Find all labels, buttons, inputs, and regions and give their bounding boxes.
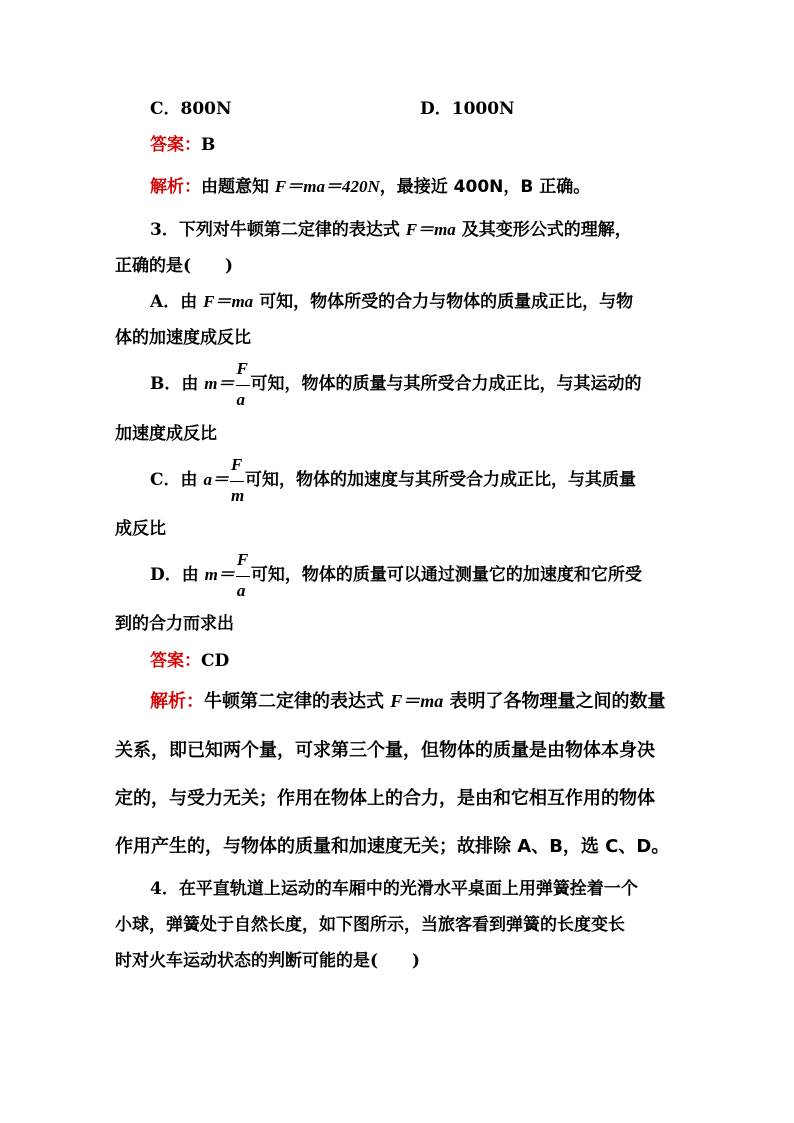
answer-value: CD [201, 651, 230, 671]
q3-option-b-text: 可知，物体的质量与其所受合力成正比，与其运动的 [250, 374, 642, 394]
q3-option-d-prefix: D．由 [150, 565, 205, 585]
q3-option-c-line2: 成反比 [115, 519, 166, 539]
q3-option-a-formula: F＝ma [203, 292, 254, 311]
q3-option-c-prefix: C．由 [150, 470, 204, 490]
q3-analysis-line3: 定的，与受力无关；作用在物体上的合力，是由和它相互作用的物体 [115, 788, 655, 809]
fraction-denominator: a [236, 580, 246, 600]
q3-answer [150, 649, 229, 673]
fraction [236, 358, 250, 409]
q3-stem-text: 及其变形公式的理解， [455, 220, 632, 240]
analysis-formula: F＝ma＝420N [274, 177, 380, 196]
q3-analysis-line1 [150, 689, 666, 714]
q3-option-d-line1 [150, 549, 642, 600]
fraction [236, 549, 250, 600]
q3-option-d-line2: 到的合力而求出 [115, 614, 234, 634]
q3-stem-line2: 正确的是( ) [115, 256, 234, 276]
q3-option-d-text: 可知，物体的质量可以通过测量它的加速度和它所受 [250, 565, 642, 585]
q3-option-c-line1 [150, 454, 636, 505]
answer-value: B [201, 135, 216, 155]
answer-label: 答案： [150, 135, 201, 155]
fraction-bar [230, 481, 244, 482]
q3-analysis-line2: 关系，即已知两个量，可求第三个量，但物体的质量是由物体本身决 [115, 740, 655, 761]
q3-option-b-var: m＝ [204, 374, 235, 393]
analysis-text: ，最接近 400N，B 正确。 [379, 177, 591, 197]
analysis-text: 牛顿第二定律的表达式 [204, 691, 391, 712]
q4-stem-line2: 小球，弹簧处于自然长度，如下图所示，当旅客看到弹簧的长度变长 [115, 915, 625, 935]
q3-option-c-var: a＝ [203, 470, 229, 489]
q3-stem-formula: F＝ma [405, 220, 456, 239]
analysis-formula: F＝ma [390, 691, 444, 711]
fraction-numerator: F [236, 358, 248, 378]
q3-option-d-var: m＝ [204, 565, 235, 584]
q3-option-b-line2: 加速度成反比 [115, 424, 217, 444]
fraction-denominator: a [236, 389, 246, 409]
q2-option-c: C．800N [150, 99, 232, 119]
q3-option-b-prefix: B．由 [150, 374, 205, 394]
fraction-denominator: m [230, 485, 245, 505]
analysis-label: 解析： [150, 177, 201, 197]
analysis-label: 解析： [150, 691, 204, 712]
q3-option-a-line1 [150, 290, 633, 314]
q3-option-c-text: 可知，物体的加速度与其所受合力成正比，与其质量 [244, 470, 636, 490]
fraction-numerator: F [236, 549, 249, 569]
q3-option-b-line1 [150, 358, 642, 409]
fraction [230, 454, 245, 505]
q4-stem-line3: 时对火车运动状态的判断可能的是( ) [115, 951, 421, 971]
q3-stem-text: 3．下列对牛顿第二定律的表达式 [150, 220, 406, 240]
analysis-text: 表明了各物理量之间的数量 [443, 691, 666, 712]
q2-option-d: D．1000N [420, 99, 515, 119]
answer-label: 答案： [150, 651, 201, 671]
fraction-bar [236, 576, 250, 577]
q2-answer [150, 133, 215, 157]
q3-option-a-text: 可知，物体所受的合力与物体的质量成正比，与物 [253, 292, 634, 312]
q4-stem-line1: 4．在平直轨道上运动的车厢中的光滑水平桌面上用弹簧拴着一个 [150, 879, 638, 899]
q3-stem-line1 [150, 218, 632, 242]
fraction-numerator: F [230, 454, 243, 474]
fraction-bar [236, 385, 250, 386]
q2-analysis [150, 175, 590, 199]
q3-option-a-text: A．由 [150, 292, 204, 312]
q3-option-a-line2: 体的加速度成反比 [115, 328, 251, 348]
analysis-text: 由题意知 [201, 177, 275, 197]
q3-analysis-line4: 作用产生的，与物体的质量和加速度无关；故排除 A、B，选 C、D。 [115, 836, 670, 857]
